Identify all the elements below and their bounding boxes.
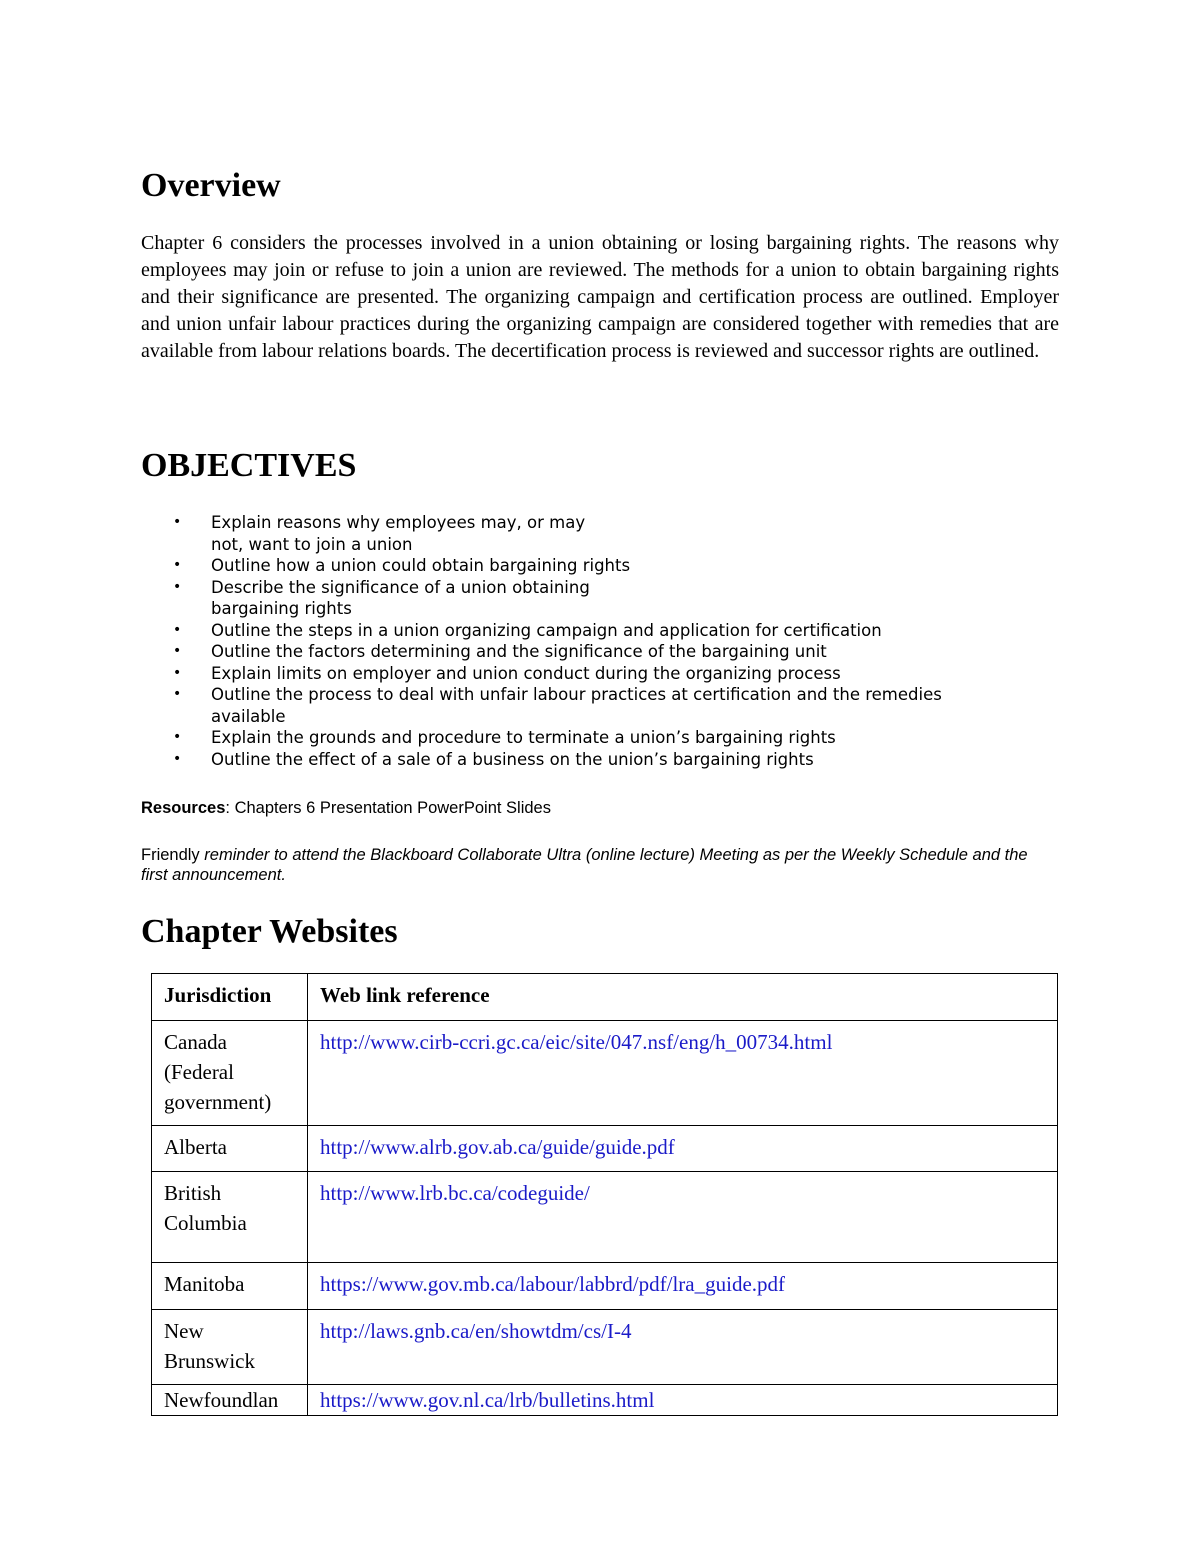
jurisdiction-cell: Manitoba	[152, 1263, 308, 1310]
web-link[interactable]: http://www.lrb.bc.ca/codeguide/	[320, 1181, 590, 1205]
objective-line: not, want to join a union	[211, 534, 413, 554]
web-link[interactable]: http://laws.gnb.ca/en/showtdm/cs/I-4	[320, 1319, 632, 1343]
objective-item	[141, 512, 1041, 555]
link-cell	[308, 1126, 1058, 1172]
bullet-icon: •	[173, 729, 182, 745]
objective-item	[141, 684, 1041, 727]
web-link[interactable]: https://www.gov.nl.ca/lrb/bulletins.html	[320, 1388, 655, 1412]
websites-heading: Chapter Websites	[141, 913, 398, 950]
jurisdiction-cell: Newfoundlan	[152, 1385, 308, 1416]
bullet-icon: •	[173, 750, 182, 767]
bullet-icon: •	[173, 578, 182, 595]
websites-table	[151, 973, 1058, 1416]
jurisdiction-cell: New Brunswick	[152, 1310, 308, 1385]
objective-line: Outline the effect of a sale of a business on the union’s bargaining rights	[211, 749, 814, 769]
objective-line: Explain the grounds and procedure to terminate a union’s bargaining rights	[211, 728, 836, 747]
table-row	[152, 1126, 1058, 1172]
reminder-italic: reminder to attend the Blackboard Collaborate Ultra (online lecture) Meeting as per the Weekly Schedule and the first announcement.	[141, 846, 1028, 884]
resources-line	[141, 797, 551, 819]
table-row	[152, 1172, 1058, 1263]
objective-item	[141, 620, 1041, 642]
bullet-icon: •	[173, 643, 182, 659]
objective-line: Outline the process to deal with unfair labour practices at certification and the remedies	[211, 685, 942, 704]
objective-item	[141, 555, 1041, 577]
objective-line: Explain reasons why employees may, or may	[211, 513, 586, 532]
objectives-list	[141, 512, 1041, 770]
header-jurisdiction: Jurisdiction	[152, 974, 308, 1021]
table-row	[152, 1310, 1058, 1385]
resources-text: Chapters 6 Presentation PowerPoint Slides	[234, 799, 551, 817]
link-cell	[308, 1310, 1058, 1385]
jurisdiction-cell: Canada (Federal government)	[152, 1021, 308, 1126]
jurisdiction-cell: Alberta	[152, 1126, 308, 1172]
jurisdiction-cell: British Columbia	[152, 1172, 308, 1263]
table-row	[152, 1021, 1058, 1126]
web-link[interactable]: http://www.alrb.gov.ab.ca/guide/guide.pdf	[320, 1135, 675, 1159]
objective-line: Outline how a union could obtain bargaining rights	[211, 556, 631, 575]
objective-item	[141, 727, 1041, 749]
overview-heading: Overview	[141, 167, 281, 204]
link-cell	[308, 1263, 1058, 1310]
bullet-icon: •	[173, 557, 182, 573]
table-header-row	[152, 974, 1058, 1021]
objective-line: Describe the significance of a union obtaining	[211, 577, 590, 597]
objective-line: bargaining rights	[211, 599, 352, 618]
bullet-icon: •	[173, 621, 182, 638]
link-cell	[308, 1385, 1058, 1416]
web-link[interactable]: https://www.gov.mb.ca/labour/labbrd/pdf/lra_guide.pdf	[320, 1272, 786, 1296]
bullet-icon: •	[173, 664, 182, 681]
reminder-prefix: Friendly	[141, 846, 205, 864]
link-cell	[308, 1021, 1058, 1126]
overview-paragraph: Chapter 6 considers the processes involved in a union obtaining or losing bargaining rights. The reasons why employees may join or refuse to join a union are reviewed. The methods for a union to obtain bargaining rights and their significance are presented. The organizing campaign and certification process are outlined. Employer and union unfair labour practices during the organizing campaign are considered together with remedies that are available from labour relations boards. The decertification process is reviewed and successor rights are outlined.	[141, 232, 1059, 362]
header-web-link: Web link reference	[308, 974, 1058, 1021]
objective-item	[141, 749, 1041, 771]
link-cell	[308, 1172, 1058, 1263]
resources-label: Resources	[141, 799, 226, 817]
objective-item	[141, 663, 1041, 685]
objective-line: Outline the factors determining and the significance of the bargaining unit	[211, 642, 827, 661]
objective-line: available	[211, 706, 286, 726]
objective-line: Outline the steps in a union organizing campaign and application for certification	[211, 620, 882, 640]
objective-line: Explain limits on employer and union conduct during the organizing process	[211, 663, 841, 683]
table-row	[152, 1385, 1058, 1416]
reminder-note	[141, 845, 1051, 885]
resources-separator: :	[225, 799, 235, 817]
bullet-icon: •	[173, 686, 182, 702]
objective-item	[141, 641, 1041, 663]
web-link[interactable]: http://www.cirb-ccri.gc.ca/eic/site/047.nsf/eng/h_00734.html	[320, 1030, 833, 1054]
table-row	[152, 1263, 1058, 1310]
bullet-icon: •	[173, 514, 182, 530]
objective-item	[141, 577, 1041, 620]
objectives-heading: OBJECTIVES	[141, 447, 357, 484]
